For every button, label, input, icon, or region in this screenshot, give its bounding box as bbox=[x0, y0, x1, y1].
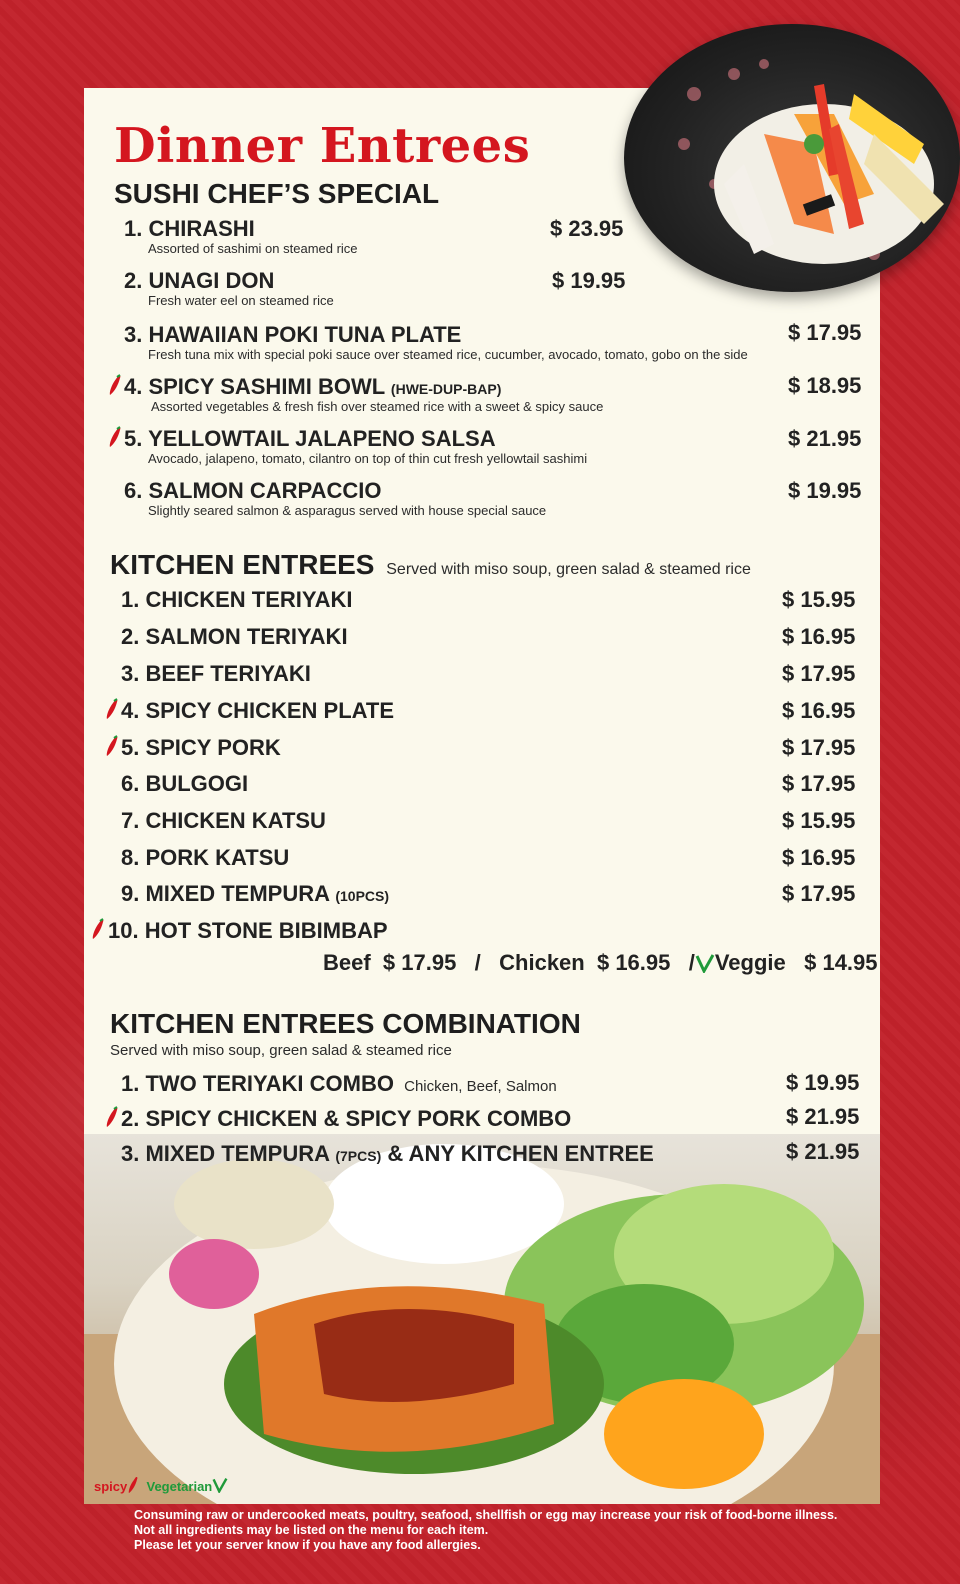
kitchen-item-name: 7. CHICKEN KATSU bbox=[121, 808, 326, 833]
spicy-chili-icon bbox=[91, 918, 105, 940]
bibimbap-separator: / bbox=[474, 950, 481, 975]
sushi-item-price: $ 23.95 bbox=[550, 216, 624, 241]
kitchen-item-name: 6. BULGOGI bbox=[121, 771, 249, 796]
combo-item-name: 3. MIXED TEMPURA (7PCS) & ANY KITCHEN ENTREE bbox=[121, 1141, 654, 1166]
spicy-chili-icon bbox=[105, 735, 119, 757]
combo-item-tail: & ANY KITCHEN ENTREE bbox=[387, 1141, 654, 1166]
bibimbap-options bbox=[323, 950, 878, 976]
sushi-item-name: 4. SPICY SASHIMI BOWL (HWE-DUP-BAP) bbox=[124, 374, 502, 399]
bibimbap-veggie-price: $ 14.95 bbox=[804, 950, 878, 975]
kitchen-item-name: 10. HOT STONE BIBIMBAP bbox=[108, 918, 388, 943]
kitchen-section-heading: KITCHEN ENTREES Served with miso soup, green salad & steamed rice bbox=[110, 549, 751, 580]
combo-item-name: 1. TWO TERIYAKI COMBO Chicken, Beef, Salmon bbox=[121, 1071, 557, 1096]
kitchen-item-subtitle: (10PCS) bbox=[335, 888, 390, 904]
bibimbap-beef-label: Beef bbox=[323, 950, 371, 975]
sushi-item-name: 5. YELLOWTAIL JALAPENO SALSA bbox=[124, 426, 496, 451]
combo-item-extra: Chicken, Beef, Salmon bbox=[404, 1078, 557, 1095]
combo-section-note: Served with miso soup, green salad & steamed rice bbox=[110, 1042, 452, 1059]
sushi-item-desc: Fresh tuna mix with special poki sauce over steamed rice, cucumber, avocado, tomato, gobo on the side bbox=[148, 347, 748, 362]
sushi-item-price: $ 19.95 bbox=[788, 478, 862, 503]
sushi-item-desc: Assorted of sashimi on steamed rice bbox=[148, 241, 358, 256]
bibimbap-beef-price: $ 17.95 bbox=[382, 950, 457, 975]
kitchen-item-name: 2. SALMON TERIYAKI bbox=[121, 624, 348, 649]
vegetarian-icon bbox=[695, 953, 715, 973]
sushi-item-name: 3. HAWAIIAN POKI TUNA PLATE bbox=[124, 322, 462, 347]
kitchen-section-note: Served with miso soup, green salad & steamed rice bbox=[386, 561, 751, 578]
disclaimer-line: Consuming raw or undercooked meats, poultry, seafood, shellfish or egg may increase your risk of food-borne illness. bbox=[134, 1508, 838, 1522]
kitchen-item-name: 9. MIXED TEMPURA (10PCS) bbox=[121, 881, 390, 906]
sushi-section-heading: SUSHI CHEF’S SPECIAL bbox=[114, 178, 440, 209]
disclaimer-line: Not all ingredients may be listed on the menu for each item. bbox=[134, 1523, 489, 1537]
legend-spicy-label: spicy bbox=[94, 1479, 128, 1494]
kitchen-item-price: $ 17.95 bbox=[782, 771, 856, 796]
kitchen-item-name: 8. PORK KATSU bbox=[121, 845, 290, 870]
sushi-item-price: $ 21.95 bbox=[788, 426, 862, 451]
kitchen-item-price: $ 17.95 bbox=[782, 661, 856, 686]
bibimbap-veggie-label: Veggie bbox=[714, 950, 786, 975]
sushi-item-price: $ 19.95 bbox=[552, 268, 626, 293]
teriyaki-plate-image bbox=[84, 1134, 880, 1504]
sushi-item-price: $ 17.95 bbox=[788, 320, 862, 345]
spicy-chili-icon bbox=[108, 426, 122, 448]
bibimbap-chicken-label: Chicken bbox=[499, 950, 585, 975]
sushi-item-desc: Fresh water eel on steamed rice bbox=[148, 293, 334, 308]
combo-item-price: $ 21.95 bbox=[786, 1139, 860, 1164]
combo-item-price: $ 21.95 bbox=[786, 1104, 860, 1129]
combo-section-heading: KITCHEN ENTREES COMBINATION bbox=[110, 1008, 581, 1039]
kitchen-item-price: $ 16.95 bbox=[782, 698, 856, 723]
sushi-item-name: 2. UNAGI DON bbox=[124, 268, 275, 293]
spicy-chili-icon bbox=[105, 698, 119, 720]
menu-title: Dinner Entrees bbox=[114, 118, 531, 174]
kitchen-item-name: 4. SPICY CHICKEN PLATE bbox=[121, 698, 395, 723]
combo-item-subtitle: (7PCS) bbox=[335, 1148, 382, 1164]
kitchen-item-price: $ 17.95 bbox=[782, 881, 856, 906]
sushi-item-desc: Assorted vegetables & fresh fish over steamed rice with a sweet & spicy sauce bbox=[151, 399, 604, 414]
sushi-item-desc: Avocado, jalapeno, tomato, cilantro on top of thin cut fresh yellowtail sashimi bbox=[148, 451, 588, 466]
spicy-chili-icon bbox=[105, 1106, 119, 1128]
bibimbap-chicken-price: $ 16.95 bbox=[596, 950, 671, 975]
spicy-chili-icon bbox=[127, 1476, 139, 1494]
legend-vegetarian-label: Vegetarian bbox=[146, 1479, 213, 1494]
kitchen-item-price: $ 15.95 bbox=[782, 808, 856, 833]
icon-legend bbox=[94, 1476, 228, 1494]
sushi-item-subtitle: (HWE-DUP-BAP) bbox=[390, 381, 502, 397]
combo-item-name: 2. SPICY CHICKEN & SPICY PORK COMBO bbox=[121, 1106, 572, 1131]
combo-item-price: $ 19.95 bbox=[786, 1070, 860, 1095]
sushi-item-name: 6. SALMON CARPACCIO bbox=[124, 478, 382, 503]
kitchen-item-price: $ 15.95 bbox=[782, 587, 856, 612]
sushi-item-name: 1. CHIRASHI bbox=[124, 216, 255, 241]
kitchen-item-name: 3. BEEF TERIYAKI bbox=[121, 661, 311, 686]
sushi-item-price: $ 18.95 bbox=[788, 373, 862, 398]
kitchen-item-name: 5. SPICY PORK bbox=[121, 735, 281, 760]
kitchen-item-price: $ 17.95 bbox=[782, 735, 856, 760]
bibimbap-separator: / bbox=[688, 950, 695, 975]
kitchen-item-price: $ 16.95 bbox=[782, 624, 856, 649]
kitchen-item-price: $ 16.95 bbox=[782, 845, 856, 870]
sushi-item-desc: Slightly seared salmon & asparagus served with house special sauce bbox=[148, 503, 547, 518]
disclaimer-line: Please let your server know if you have any food allergies. bbox=[134, 1538, 481, 1552]
spicy-chili-icon bbox=[108, 374, 122, 396]
allergy-disclaimer bbox=[134, 1508, 837, 1553]
vegetarian-icon bbox=[212, 1477, 228, 1493]
chirashi-bowl-image bbox=[624, 24, 960, 292]
kitchen-item-name: 1. CHICKEN TERIYAKI bbox=[121, 587, 353, 612]
